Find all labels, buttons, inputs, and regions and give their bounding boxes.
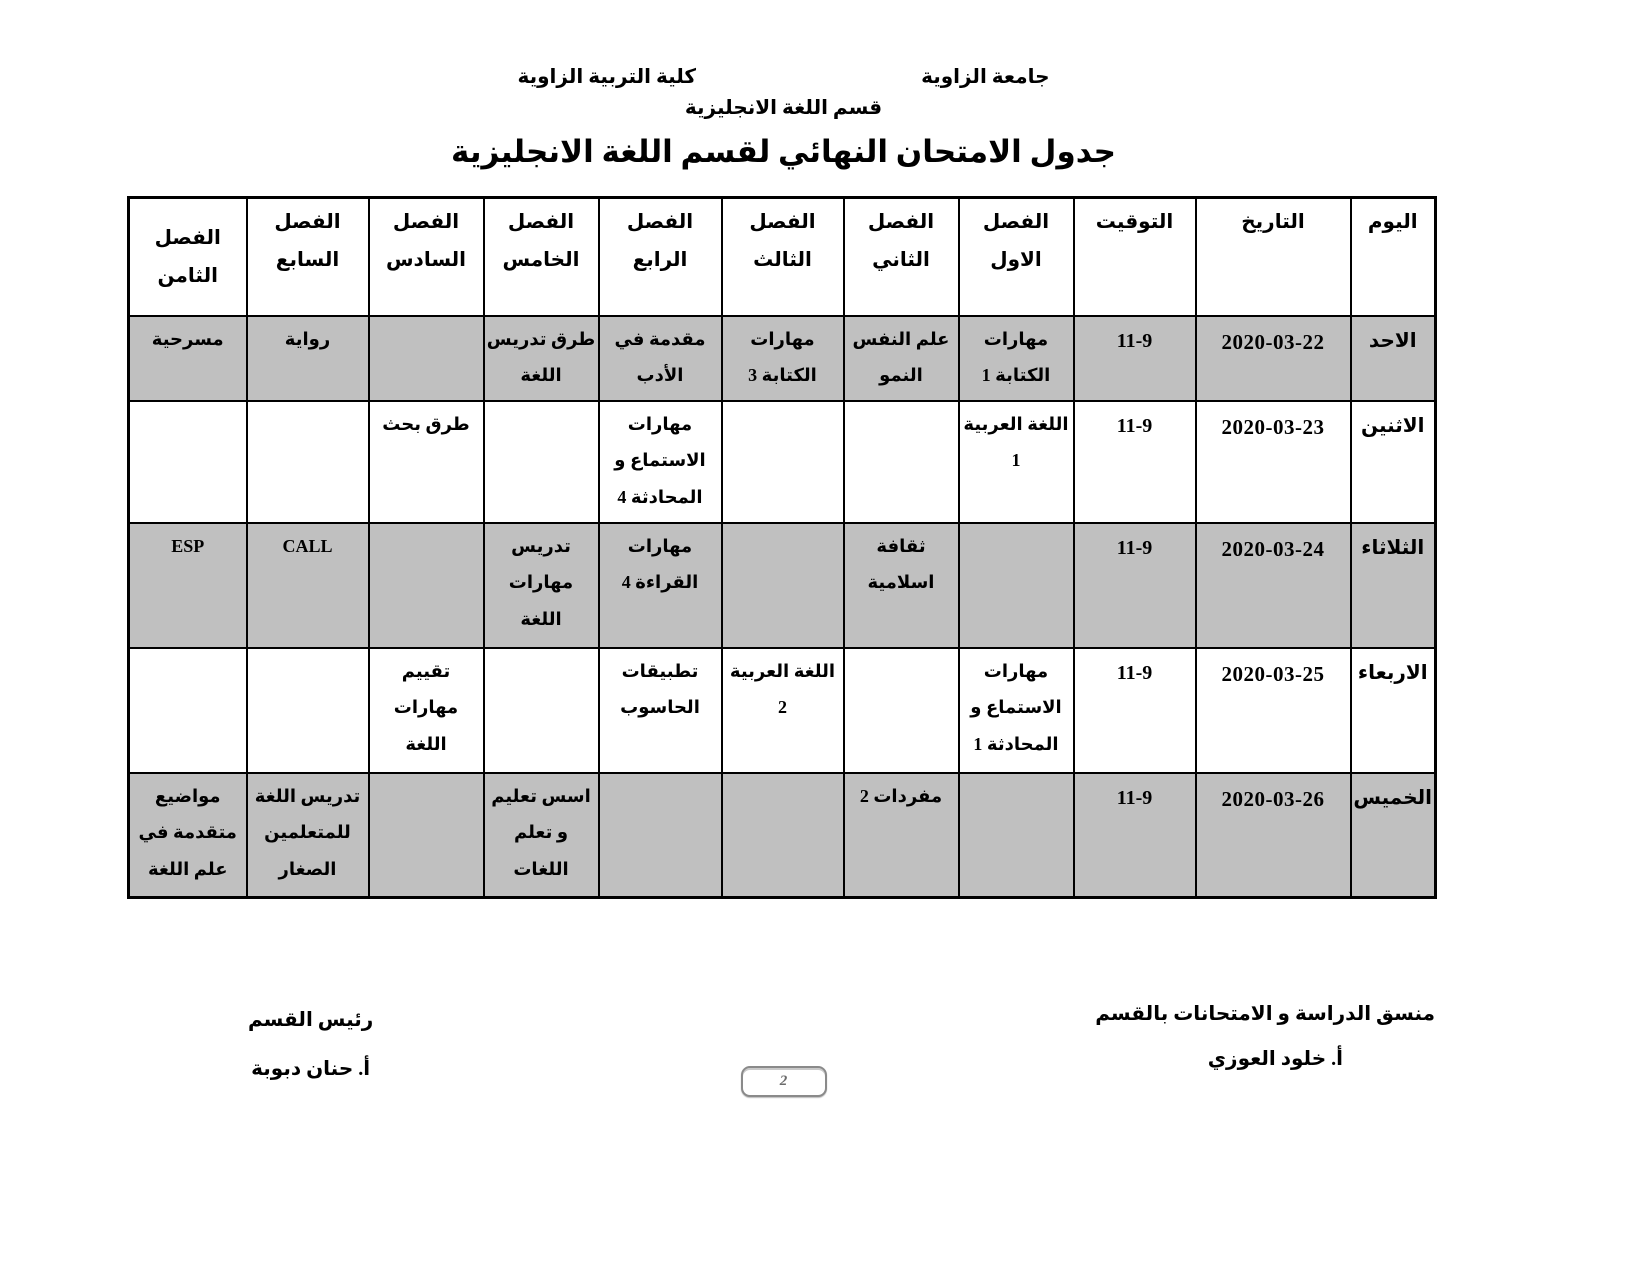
cell-time: 11-9 [1074,773,1196,898]
cell-day: الاحد [1351,316,1436,401]
cell-sem3 [722,401,844,523]
cell-sem3 [722,773,844,898]
cell-day: الاربعاء [1351,648,1436,773]
cell-sem4: مقدمة في الأدب [599,316,722,401]
cell-day: الاثنين [1351,401,1436,523]
cell-sem7 [247,401,369,523]
cell-sem7: CALL [247,523,369,648]
cell-sem8: مواضيع متقدمة في علم اللغة [129,773,247,898]
department-name: قسم اللغة الانجليزية [684,97,883,119]
cell-sem4 [599,773,722,898]
cell-day: الثلاثاء [1351,523,1436,648]
cell-time: 11-9 [1074,648,1196,773]
col-header-date: التاريخ [1196,198,1351,316]
table-row-sunday [129,316,1436,401]
coordinator-block [1095,1001,1435,1071]
cell-sem8: مسرحية [129,316,247,401]
cell-sem6 [369,316,484,401]
cell-sem2 [844,648,959,773]
cell-date: 2020-03-23 [1196,401,1351,523]
header-row [129,198,1436,316]
cell-day: الخميس [1351,773,1436,898]
coordinator-name: أ. خلود العوزي [1207,1048,1343,1070]
document-page [130,0,1437,1219]
document-header [130,64,1437,89]
col-header-sem2: الفصل الثاني [844,198,959,316]
cell-time: 11-9 [1074,523,1196,648]
cell-sem2: مفردات 2 [844,773,959,898]
college-name: كلية التربية الزاوية [517,66,697,88]
cell-sem4: تطبيقات الحاسوب [599,648,722,773]
cell-date: 2020-03-24 [1196,523,1351,648]
cell-time: 11-9 [1074,401,1196,523]
cell-time: 11-9 [1074,316,1196,401]
cell-sem4: مهارات القراءة 4 [599,523,722,648]
cell-sem3 [722,523,844,648]
university-name: جامعة الزاوية [921,66,1050,88]
cell-date: 2020-03-22 [1196,316,1351,401]
cell-sem2 [844,401,959,523]
cell-sem2: علم النفس النمو [844,316,959,401]
cell-sem6: تقييم مهارات اللغة [369,648,484,773]
cell-sem2: ثقافة اسلامية [844,523,959,648]
cell-sem7: تدريس اللغة للمتعلمين الصغار [247,773,369,898]
coordinator-label: منسق الدراسة و الامتحانات بالقسم [1095,1003,1435,1025]
cell-sem5: اسس تعليم و تعلم اللغات [484,773,599,898]
col-header-sem8: الفصل الثامن [129,198,247,316]
cell-sem1: مهارات الاستماع و المحادثة 1 [959,648,1074,773]
col-header-sem5: الفصل الخامس [484,198,599,316]
col-header-sem6: الفصل السادس [369,198,484,316]
signature-footer [130,899,1437,1219]
cell-date: 2020-03-25 [1196,648,1351,773]
department-head-label: رئيس القسم [248,1009,374,1031]
table-row-wednesday [129,648,1436,773]
col-header-sem4: الفصل الرابع [599,198,722,316]
table-row-monday [129,401,1436,523]
cell-sem7: رواية [247,316,369,401]
cell-sem3: مهارات الكتابة 3 [722,316,844,401]
cell-sem5: تدريس مهارات اللغة [484,523,599,648]
col-header-time: التوقيت [1074,198,1196,316]
cell-sem5 [484,401,599,523]
cell-sem5 [484,648,599,773]
cell-sem6 [369,773,484,898]
cell-sem3: اللغة العربية 2 [722,648,844,773]
cell-sem1 [959,773,1074,898]
cell-sem4: مهارات الاستماع و المحادثة 4 [599,401,722,523]
cell-sem6: طرق بحث [369,401,484,523]
col-header-sem3: الفصل الثالث [722,198,844,316]
cell-sem1: مهارات الكتابة 1 [959,316,1074,401]
cell-sem1 [959,523,1074,648]
col-header-sem7: الفصل السابع [247,198,369,316]
cell-sem8 [129,401,247,523]
cell-sem5: طرق تدريس اللغة [484,316,599,401]
page-number: 2 [779,1073,788,1089]
page-title: جدول الامتحان النهائي لقسم اللغة الانجليزية [451,134,1116,169]
cell-sem1: اللغة العربية 1 [959,401,1074,523]
cell-sem6 [369,523,484,648]
cell-sem8 [129,648,247,773]
exam-schedule-table [127,196,1437,899]
cell-sem7 [247,648,369,773]
department-head-name: أ. حنان دبوبة [251,1058,371,1080]
table-row-tuesday [129,523,1436,648]
col-header-day: اليوم [1351,198,1436,316]
department-head-block [248,1007,373,1081]
table-row-thursday [129,773,1436,898]
page-number-box [741,1066,827,1097]
cell-sem8: ESP [129,523,247,648]
col-header-sem1: الفصل الاول [959,198,1074,316]
cell-date: 2020-03-26 [1196,773,1351,898]
